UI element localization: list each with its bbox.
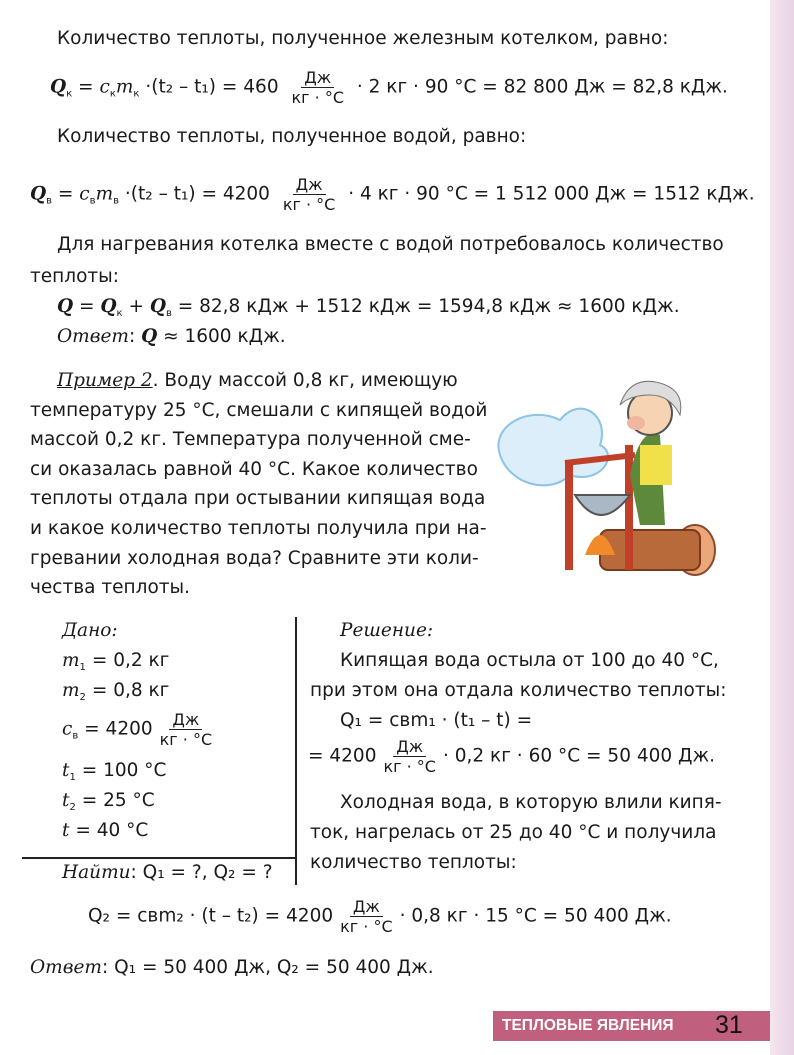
given-title: Дано: [62,620,118,641]
section-title: ТЕПЛОВЫЕ ЯВЛЕНИЯ [502,1017,674,1034]
text-line: массой 0,2 кг. Температура полученной сме- [30,429,471,450]
given-c: $c_в = 4200$ $\frac{Дж}{кг \cdot ^\circ C}$ [62,710,213,749]
page-number: 31 [715,1011,743,1039]
text-line: . Воду массой 0,8 кг, имеющую [152,370,458,391]
given-m2: $m_2 = 0,8$ кг [62,680,170,703]
text-line: и какое количество теплоты получила при на- [30,518,487,539]
text-line: Холодная вода, в которую влили кипя- [340,792,722,813]
footer-section-bar [493,1011,770,1041]
formula-iron-pot: $Q_к = c_кm_к \cdot(t_2 - t_1) = 460$ $\frac{Дж}{кг \cdot ^\circ C}$ · 2 кг · 90 °C = 82 800 Дж = 82,8 кДж. [50,68,728,107]
text-line: Для нагревания котелка вместе с водой потребовалось количество [57,234,724,255]
formula-sum: $Q = Q_к + Q_в = 82,8$ кДж + 1512 кДж = 1594,8 кДж ≈ 1600 кДж. [57,296,680,319]
given-t1: $t_1 = 100$ °C [62,760,167,783]
answer-1: Ответ: Q ≈ 1600 кДж. [57,326,286,347]
text-line: количество теплоты: [310,852,517,873]
text-line: ток, нагрелась от 25 до 40 °C и получила [310,822,717,843]
text-line: теплоты: [30,266,120,287]
given-t2: $t_2 = 25$ °C [62,790,155,813]
text-line: чества теплоты. [30,577,191,598]
text-line: си оказалась равной 40 °C. Какое количество [30,459,478,480]
formula-q1: Q₁ = cвm₁ · (t₁ – t) = [340,710,533,731]
formula-water: $Q_в = c_вm_в \cdot(t_2 - t_1) = 4200$ $\frac{Дж}{кг \cdot ^\circ C}$ · 4 кг · 90 °C = 1 512 000 Дж = 1512 кДж. [30,175,755,214]
text-line: Кипящая вода остыла от 100 до 40 °C, [340,650,719,671]
text-line: Количество теплоты, полученное водой, равно: [57,126,527,147]
given-t: t = 40 °C [62,820,149,841]
text-line: температуру 25 °C, смешали с кипящей водой [30,400,488,421]
solution-title: Решение: [340,620,434,641]
find: Найти: Q₁ = ?, Q₂ = ? [62,862,273,883]
page-edge-strip [770,0,794,1055]
text-line: при этом она отдала количество теплоты: [310,680,727,701]
formula-q1-calc: = 4200 $\frac{Дж}{кг \cdot ^\circ C}$ · 0,2 кг · 60 °C = 50 400 Дж. [308,737,716,776]
text-line: теплоты отдала при остывании кипящая вода [30,488,486,509]
formula-q2: Q₂ = cвm₂ · (t – t₂) = 4200 $\frac{Дж}{кг \cdot ^\circ C}$ · 0,8 кг · 15 °C = 50 400 Дж. [88,897,672,936]
text-line: Количество теплоты, полученное железным котелком, равно: [57,28,669,49]
given-divider [22,857,296,859]
given-m1: $m_1 = 0,2$ кг [62,650,170,673]
solution-divider [295,617,297,885]
example-label: Пример 2 [57,370,153,391]
text-line: гревании холодная вода? Сравните эти коли- [30,548,479,569]
scientist-boiling-water-illustration [490,365,725,590]
answer-2: Ответ: Q₁ = 50 400 Дж, Q₂ = 50 400 Дж. [30,957,434,978]
